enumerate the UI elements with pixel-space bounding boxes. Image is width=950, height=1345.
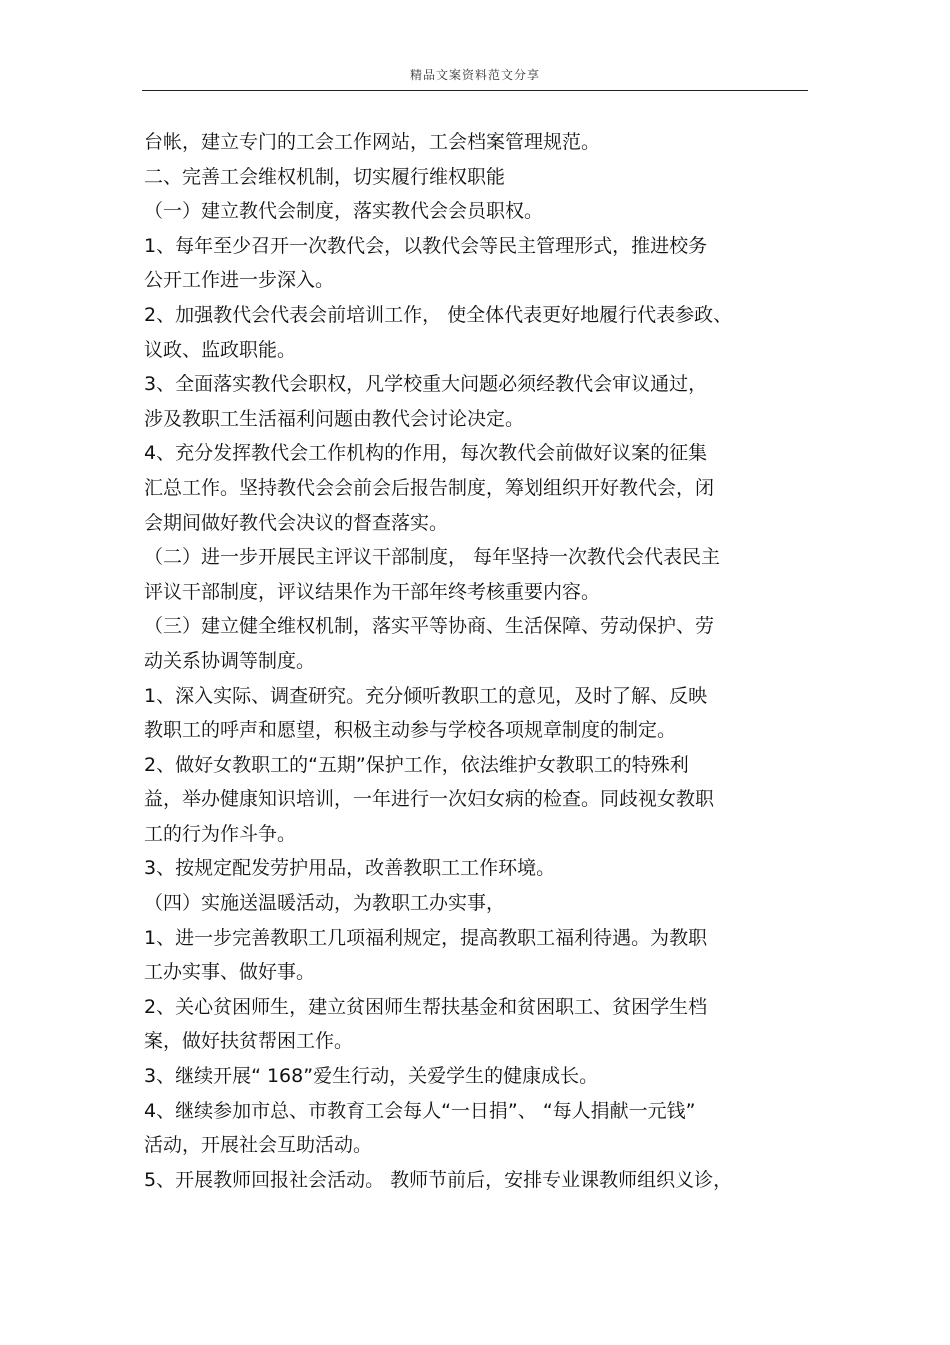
text-line: 涉及教职工生活福利问题由教代会讨论决定。 xyxy=(144,407,525,430)
header-divider xyxy=(142,90,808,91)
text-line: 2、加强教代会代表会前培训工作， 使全体代表更好地履行代表参政、 xyxy=(144,303,733,326)
document-body xyxy=(144,125,804,1197)
subsection-heading: （二）进一步开展民主评议干部制度， 每年坚持一次教代会代表民主 xyxy=(144,546,721,569)
text-line: 教职工的呼声和愿望，积极主动参与学校各项规章制度的制定。 xyxy=(144,719,677,742)
text-line: 益，举办健康知识培训，一年进行一次妇女病的检查。同歧视女教职 xyxy=(144,788,715,811)
text-line: 3、全面落实教代会职权，凡学校重大问题必须经教代会审议通过， xyxy=(144,373,708,396)
page-header: 精品文案资料范文分享 xyxy=(409,68,540,82)
text-line: 1、深入实际、调查研究。充分倾听教职工的意见，及时了解、反映 xyxy=(144,684,708,707)
text-line: 2、关心贫困师生，建立贫困师生帮扶基金和贫困职工、贫困学生档 xyxy=(144,995,708,1018)
text-line: 活动，开展社会互助活动。 xyxy=(144,1134,373,1157)
text-line: 汇总工作。坚持教代会会前会后报告制度，筹划组织开好教代会，闭 xyxy=(144,476,715,499)
text-line: 动关系协调等制度。 xyxy=(144,649,316,672)
text-line: 工办实事、做好事。 xyxy=(144,961,316,984)
section-heading: 二、完善工会维权机制，切实履行维权职能 xyxy=(144,165,506,188)
text-line: 4、充分发挥教代会工作机构的作用，每次教代会前做好议案的征集 xyxy=(144,442,708,465)
text-line: 公开工作进一步深入。 xyxy=(144,269,335,292)
text-line: 5、开展教师回报社会活动。 教师节前后，安排专业课教师组织义诊， xyxy=(144,1168,733,1191)
text-line: 3、按规定配发劳护用品，改善教职工工作环境。 xyxy=(144,857,556,880)
subsection-heading: （一）建立教代会制度，落实教代会会员职权。 xyxy=(144,200,544,223)
text-line: 议政、监政职能。 xyxy=(144,338,297,361)
text-line: 台帐，建立专门的工会工作网站，工会档案管理规范。 xyxy=(144,131,601,153)
text-line: 2、做好女教职工的“五期”保护工作，依法维护女教职工的特殊利 xyxy=(144,753,689,776)
text-line: 1、进一步完善教职工几项福利规定，提高教职工福利待遇。为教职 xyxy=(144,926,708,949)
text-line: 工的行为作斗争。 xyxy=(144,822,297,845)
text-line: 3、继续开展“ 168”爱生行动，关爱学生的健康成长。 xyxy=(144,1065,599,1088)
text-line: 评议干部制度，评议结果作为干部年终考核重要内容。 xyxy=(144,580,601,603)
text-line: 4、继续参加市总、市教育工会每人“一日捐”、 “每人捐献一元钱” xyxy=(144,1099,696,1122)
subsection-heading: （三）建立健全维权机制，落实平等协商、生活保障、劳动保护、劳 xyxy=(144,615,715,638)
text-line: 1、每年至少召开一次教代会，以教代会等民主管理形式，推进校务 xyxy=(144,234,708,257)
text-line: 案，做好扶贫帮困工作。 xyxy=(144,1030,354,1053)
text-line: 会期间做好教代会决议的督查落实。 xyxy=(144,511,449,534)
subsection-heading: （四）实施送温暖活动，为教职工办实事， xyxy=(144,892,506,915)
